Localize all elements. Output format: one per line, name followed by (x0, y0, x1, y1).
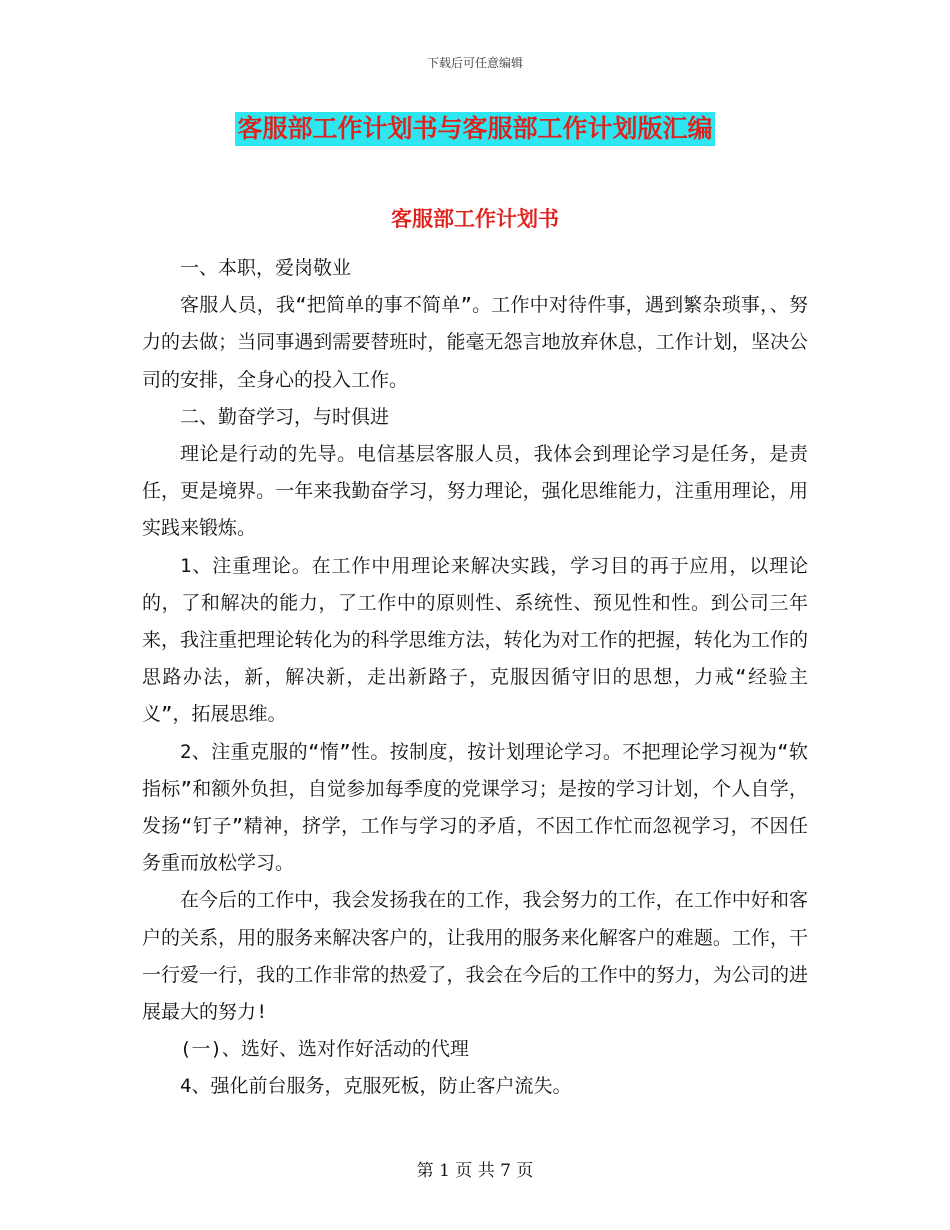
paragraph: 客服人员，我“把简单的事不简单”。工作中对待件事，遇到繁杂琐事，、努力的去做；当同事遇到需要替班时，能毫无怨言地放弃休息，工作计划，坚决公司的安排，全身心的投入工作。 (142, 294, 808, 391)
paragraph: 1、注重理论。在工作中用理论来解决实践，学习目的再于应用，以理论的，了和解决的能力，了工作中的原则性、系统性、预见性和性。到公司三年来，我注重把理论转化为的科学思维方法，转化为对工作的把握，转化为工作的思路办法，新，解决新，走出新路子，克服因循守旧的思想，力戒“经验主义”，拓展思维。 (142, 554, 808, 726)
document-body (142, 250, 808, 1106)
paragraph: 理论是行动的先导。电信基层客服人员，我体会到理论学习是任务，是责任，更是境界。一年来我勤奋学习，努力理论，强化思维能力，注重用理论，用实践来锻炼。 (142, 443, 808, 540)
paragraph: 2、注重克服的“惰”性。按制度，按计划理论学习。不把理论学习视为“软指标”和额外负担，自觉参加每季度的党课学习；是按的学习计划，个人自学，发扬“钉子”精神，挤学，工作与学习的矛盾，不因工作忙而忽视学习，不因任务重而放松学习。 (142, 740, 808, 875)
section-heading: 二、勤奋学习，与时俱进 (180, 405, 390, 428)
section-heading: (一)、选好、选对作好活动的代理 (180, 1038, 469, 1061)
main-title: 客服部工作计划书与客服部工作计划版汇编 (235, 112, 714, 146)
page-number-footer: 第 1 页 共 7 页 (416, 1161, 534, 1181)
main-title-block (0, 112, 950, 146)
header-note: 下载后可任意编辑 (426, 56, 523, 70)
paragraph: 在今后的工作中，我会发扬我在的工作，我会努力的工作，在工作中好和客户的关系，用的服务来解决客户的，让我用的服务来化解客户的难题。工作，干一行爱一行，我的工作非常的热爱了，我会在今后的工作中的努力，为公司的进展最大的努力! (142, 889, 808, 1024)
section-heading: 一、本职，爱岗敬业 (180, 257, 352, 279)
paragraph: 4、强化前台服务，克服死板，防止客户流失。 (180, 1075, 572, 1098)
sub-title: 客服部工作计划书 (391, 207, 559, 231)
